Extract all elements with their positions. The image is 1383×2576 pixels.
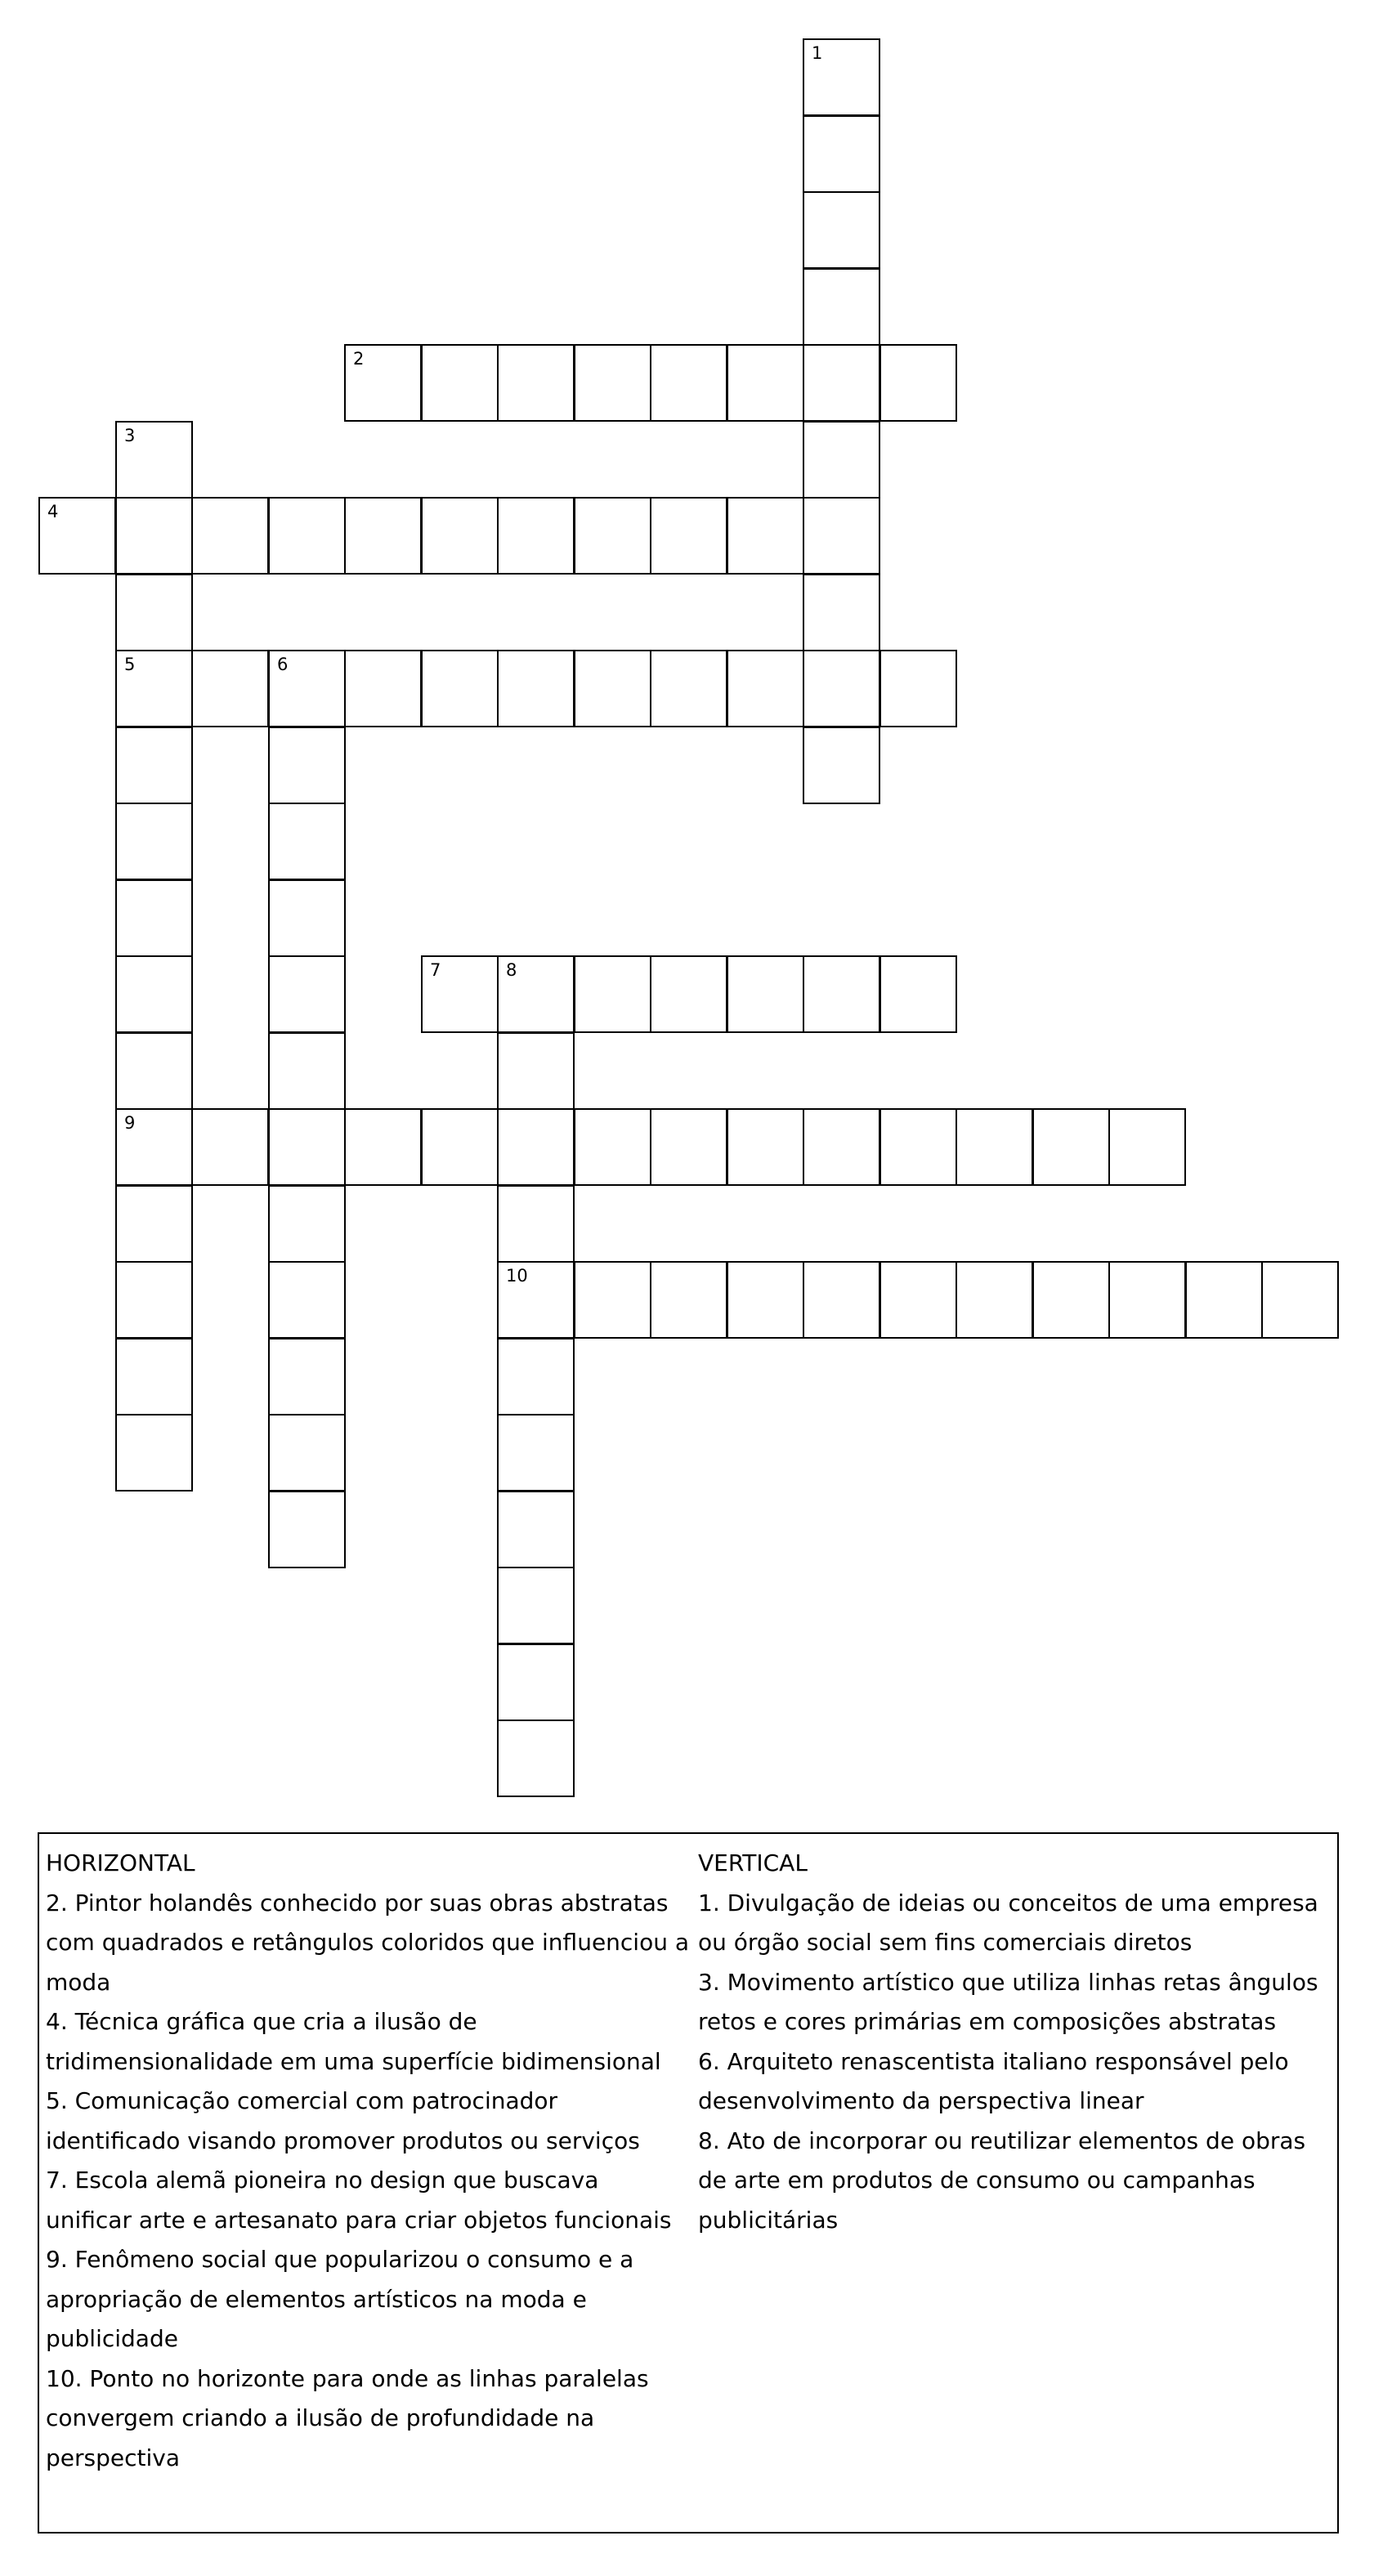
clue-number: 1 [812, 43, 823, 63]
crossword-cell[interactable] [803, 268, 880, 346]
crossword-cell[interactable] [956, 1108, 1033, 1186]
clue-number: 4 [47, 502, 59, 521]
crossword-cell[interactable] [803, 497, 880, 575]
crossword-cell[interactable] [497, 1491, 575, 1568]
crossword-cell[interactable] [115, 1108, 193, 1186]
crossword-cell[interactable] [115, 879, 193, 957]
down-clue: 8. Ato de incorporar ou reutilizar elementos de obras de arte em produtos de consumo ou campanhas publicitárias [698, 2127, 1306, 2234]
down-clue: 3. Movimento artístico que utiliza linhas retas ângulos retos e cores primárias em composições abstratas [698, 1968, 1318, 2035]
crossword-cell[interactable] [879, 1108, 957, 1186]
crossword-cell[interactable] [268, 1032, 346, 1110]
crossword-cell[interactable] [650, 955, 727, 1033]
crossword-cell[interactable] [268, 650, 346, 727]
clue-number: 10 [506, 1266, 528, 1286]
crossword-cell[interactable] [727, 955, 804, 1033]
crossword-cell[interactable] [268, 1261, 346, 1339]
crossword-cell[interactable] [879, 344, 957, 422]
crossword-cell[interactable] [497, 1567, 575, 1644]
down-clue: 6. Arquiteto renascentista italiano responsável pelo desenvolvimento da perspectiva linear [698, 2047, 1289, 2114]
crossword-cell[interactable] [497, 497, 575, 575]
crossword-cell[interactable] [497, 344, 575, 422]
across-clue: 7. Escola alemã pioneira no design que buscava unificar arte e artesanato para criar objetos funcionais [46, 2167, 672, 2234]
crossword-cell[interactable] [1032, 1108, 1110, 1186]
crossword-cell[interactable] [115, 803, 193, 880]
crossword-cell[interactable] [497, 1338, 575, 1415]
crossword-cell[interactable] [1261, 1261, 1339, 1339]
crossword-cell[interactable] [879, 650, 957, 727]
crossword-cell[interactable] [1032, 1261, 1110, 1339]
crossword-cell[interactable] [115, 421, 193, 499]
crossword-cell[interactable] [268, 1338, 346, 1415]
crossword-cell[interactable] [803, 115, 880, 193]
crossword-cell[interactable] [344, 497, 422, 575]
crossword-cell[interactable] [268, 879, 346, 957]
crossword-cell[interactable] [268, 497, 346, 575]
crossword-cell[interactable] [574, 344, 651, 422]
crossword-cell[interactable] [115, 1032, 193, 1110]
crossword-cell[interactable] [421, 650, 499, 727]
crossword-cell[interactable] [191, 497, 269, 575]
across-clue: 2. Pintor holandês conhecido por suas obras abstratas com quadrados e retângulos coloridos que influenciou a moda [46, 1889, 690, 1996]
crossword-cell[interactable] [497, 1032, 575, 1110]
crossword-cell[interactable] [115, 727, 193, 804]
crossword-cell[interactable] [1108, 1108, 1186, 1186]
crossword-cell[interactable] [803, 191, 880, 269]
across-heading: HORIZONTAL [46, 1849, 195, 1876]
crossword-cell[interactable] [574, 1108, 651, 1186]
crossword-cell[interactable] [115, 650, 193, 727]
crossword-cell[interactable] [268, 955, 346, 1033]
crossword-cell[interactable] [650, 1261, 727, 1339]
crossword-cell[interactable] [879, 955, 957, 1033]
crossword-cell[interactable] [650, 1108, 727, 1186]
crossword-cell[interactable] [803, 1108, 880, 1186]
crossword-cell[interactable] [803, 574, 880, 651]
clue-number: 8 [506, 960, 517, 980]
crossword-cell[interactable] [803, 1261, 880, 1339]
crossword-cell[interactable] [650, 344, 727, 422]
crossword-cell[interactable] [191, 1108, 269, 1186]
across-clue: 4. Técnica gráfica que cria a ilusão de tridimensionalidade em uma superfície bidimensional [46, 2008, 661, 2075]
crossword-cell[interactable] [574, 955, 651, 1033]
crossword-cell[interactable] [574, 497, 651, 575]
crossword-cell[interactable] [115, 1414, 193, 1491]
crossword-cell[interactable] [268, 1108, 346, 1186]
clue-number: 5 [124, 655, 136, 674]
crossword-cell[interactable] [344, 1108, 422, 1186]
across-clues [46, 1844, 692, 2478]
crossword-cell[interactable] [803, 955, 880, 1033]
crossword-cell[interactable] [650, 650, 727, 727]
crossword-cell[interactable] [574, 1261, 651, 1339]
crossword-cell[interactable] [727, 1261, 804, 1339]
crossword-cell[interactable] [191, 650, 269, 727]
crossword-cell[interactable] [344, 650, 422, 727]
crossword-cell[interactable] [803, 421, 880, 499]
across-clue: 10. Ponto no horizonte para onde as linhas paralelas convergem criando a ilusão de profundidade na perspectiva [46, 2364, 649, 2471]
clue-number: 3 [124, 426, 136, 445]
crossword-cell[interactable] [268, 1185, 346, 1263]
clue-number: 2 [353, 349, 365, 369]
crossword-cell[interactable] [803, 38, 880, 116]
crossword-cell[interactable] [497, 650, 575, 727]
crossword-cell[interactable] [421, 497, 499, 575]
down-heading: VERTICAL [698, 1849, 808, 1876]
clues-box [38, 1832, 1339, 2534]
crossword-cell[interactable] [38, 497, 116, 575]
crossword-cell[interactable] [268, 1414, 346, 1491]
across-clue: 5. Comunicação comercial com patrocinador identificado visando promover produtos ou serviços [46, 2087, 640, 2154]
crossword-cell[interactable] [115, 1261, 193, 1339]
crossword-cell[interactable] [421, 955, 499, 1033]
across-clue: 9. Fenômeno social que popularizou o consumo e a apropriação de elementos artísticos na moda e publicidade [46, 2246, 634, 2352]
crossword-cell[interactable] [650, 497, 727, 575]
crossword-cell[interactable] [497, 1261, 575, 1339]
crossword-cell[interactable] [115, 574, 193, 651]
crossword-cell[interactable] [574, 650, 651, 727]
clue-number: 9 [124, 1113, 136, 1133]
crossword-cell[interactable] [421, 344, 499, 422]
down-clue: 1. Divulgação de ideias ou conceitos de uma empresa ou órgão social sem fins comerciais diretos [698, 1889, 1318, 1956]
crossword-cell[interactable] [879, 1261, 957, 1339]
crossword-cell[interactable] [115, 1338, 193, 1415]
crossword-cell[interactable] [421, 1108, 499, 1186]
crossword-cell[interactable] [268, 1491, 346, 1568]
down-clues [698, 1844, 1336, 2240]
crossword-cell[interactable] [956, 1261, 1033, 1339]
crossword-cell[interactable] [497, 1720, 575, 1797]
crossword-cell[interactable] [803, 344, 880, 422]
crossword-cell[interactable] [268, 803, 346, 880]
crossword-cell[interactable] [497, 1414, 575, 1491]
crossword-cell[interactable] [497, 955, 575, 1033]
crossword-cell[interactable] [1185, 1261, 1263, 1339]
crossword-cell[interactable] [727, 344, 804, 422]
crossword-cell[interactable] [268, 727, 346, 804]
crossword-cell[interactable] [497, 1644, 575, 1721]
crossword-cell[interactable] [727, 497, 804, 575]
crossword-cell[interactable] [344, 344, 422, 422]
clue-number: 7 [430, 960, 441, 980]
crossword-cell[interactable] [115, 497, 193, 575]
crossword-cell[interactable] [115, 1185, 193, 1263]
crossword-cell[interactable] [727, 650, 804, 727]
clue-number: 6 [277, 655, 289, 674]
crossword-cell[interactable] [497, 1185, 575, 1263]
crossword-cell[interactable] [803, 727, 880, 804]
crossword-cell[interactable] [115, 955, 193, 1033]
crossword-cell[interactable] [803, 650, 880, 727]
crossword-cell[interactable] [1108, 1261, 1186, 1339]
crossword-cell[interactable] [727, 1108, 804, 1186]
crossword-cell[interactable] [497, 1108, 575, 1186]
